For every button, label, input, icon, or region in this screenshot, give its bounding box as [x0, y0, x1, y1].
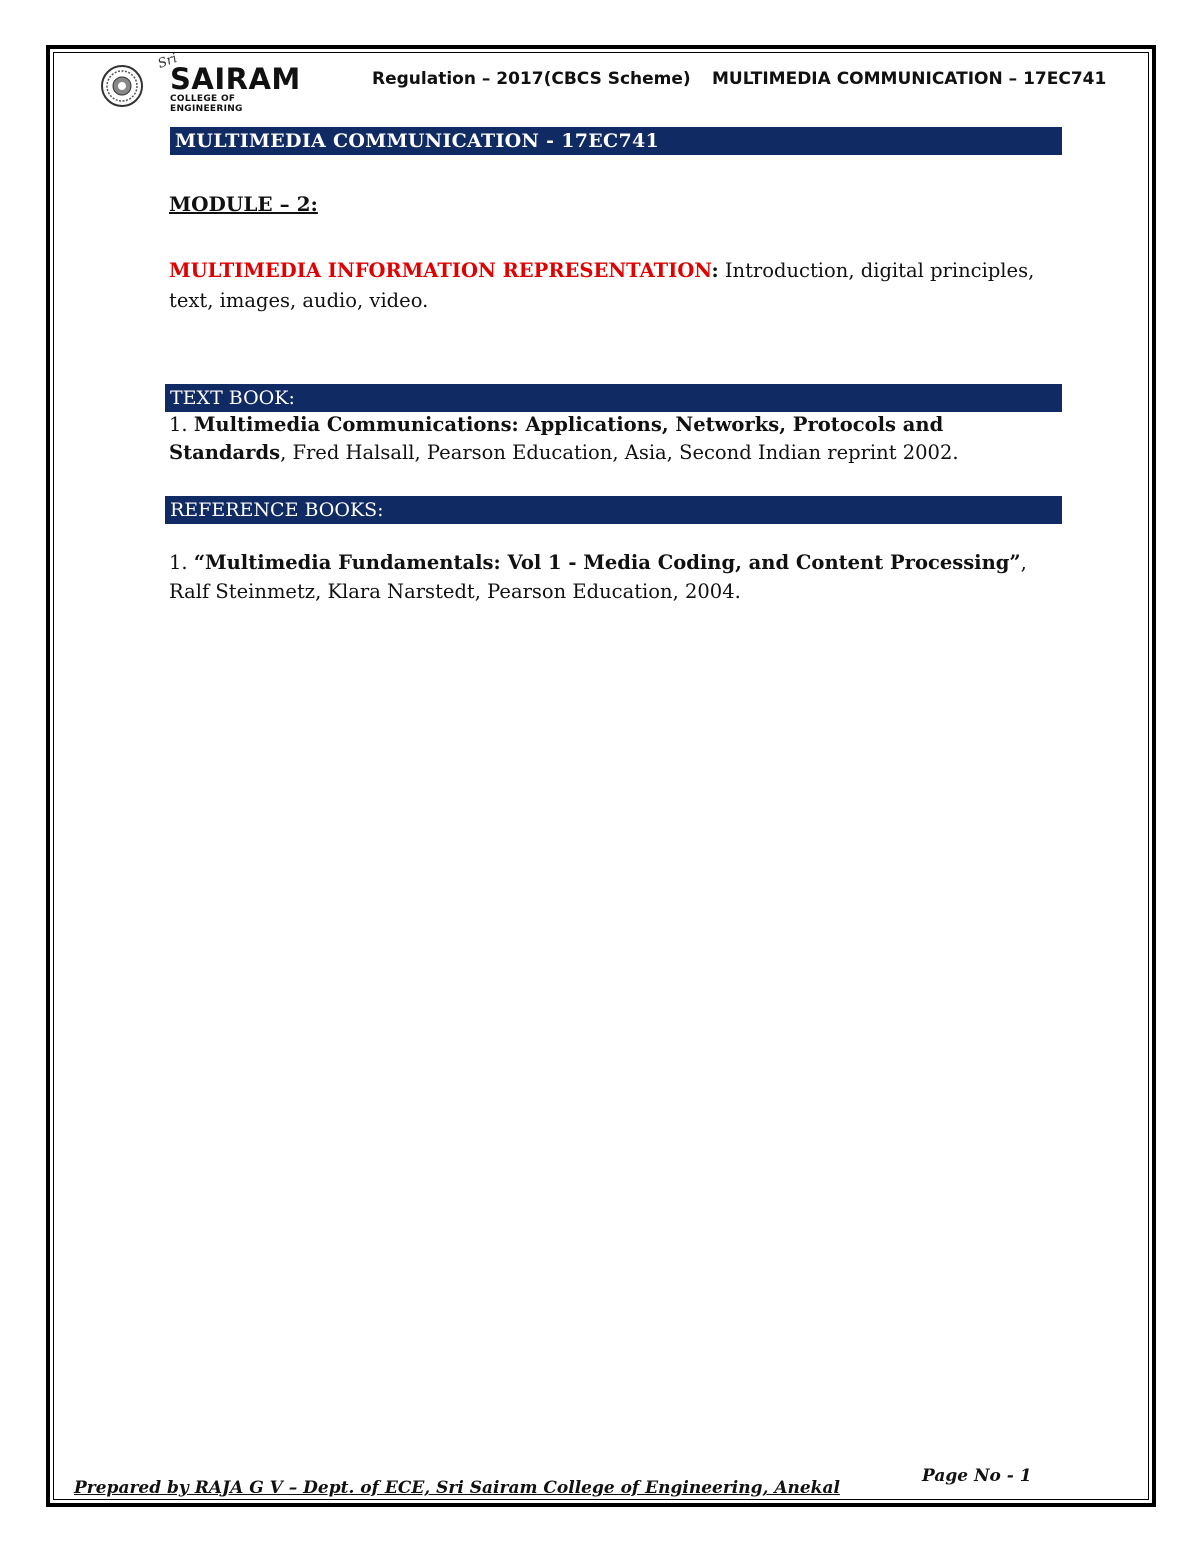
reference-book-entry [169, 548, 1049, 606]
header-regulation: Regulation – 2017(CBCS Scheme) [372, 69, 691, 89]
topic-heading: MULTIMEDIA INFORMATION REPRESENTATION [169, 259, 712, 282]
module-heading: MODULE – 2: [169, 192, 318, 216]
college-logo [100, 51, 301, 114]
text-book-details: , Fred Halsall, Pearson Education, Asia, Second Indian reprint 2002. [280, 441, 959, 464]
reference-book-number: 1. [169, 551, 194, 574]
page-number: Page No - 1 [922, 1466, 1032, 1486]
college-seal-icon [100, 64, 144, 108]
footer-prepared-by: Prepared by RAJA G V – Dept. of ECE, Sri Sairam College of Engineering, Anekal [74, 1478, 840, 1498]
reference-books-heading: REFERENCE BOOKS: [165, 496, 1062, 524]
logo-sri-text: Sri [156, 51, 180, 72]
logo-subtitle: COLLEGE OF ENGINEERING [170, 94, 243, 114]
reference-book-title: “Multimedia Fundamentals: Vol 1 - Media Coding, and Content Processing” [193, 551, 1021, 574]
topic-body: Introduction, digital principles, text, images, audio, video. [169, 259, 1035, 312]
module-topic [169, 256, 1049, 316]
course-title-bar: MULTIMEDIA COMMUNICATION - 17EC741 [170, 127, 1062, 155]
text-book-heading: TEXT BOOK: [165, 384, 1062, 412]
header-course: MULTIMEDIA COMMUNICATION – 17EC741 [712, 69, 1107, 89]
text-book-title: Multimedia Communications: Applications, Networks, Protocols and Standards [169, 413, 944, 464]
reference-book-details: , Ralf Steinmetz, Klara Narstedt, Pearson Education, 2004. [169, 551, 1027, 603]
logo-brand-name: SAIRAM [170, 62, 301, 96]
topic-colon: : [711, 259, 719, 282]
text-book-number: 1. [169, 413, 194, 436]
text-book-entry [169, 411, 1049, 467]
